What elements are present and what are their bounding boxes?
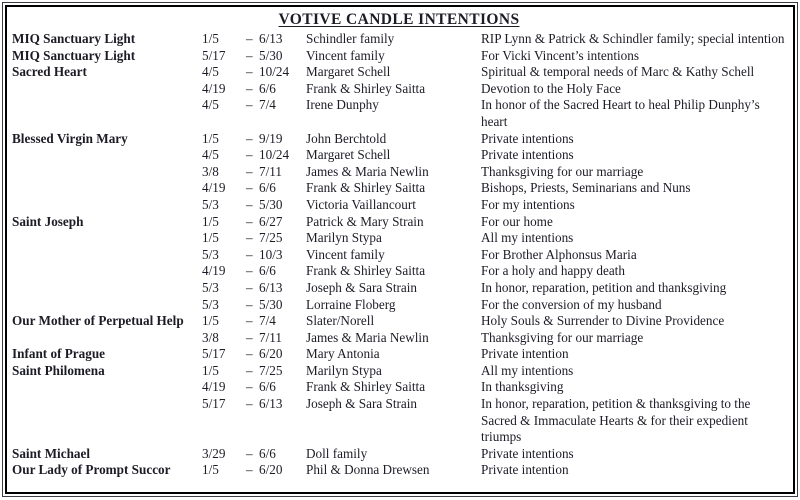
requestor-name: Frank & Shirley Saitta [306,80,426,96]
date-end: 6/6 [259,445,276,461]
requestor-name: Irene Dunphy [306,97,379,113]
date-range [202,313,306,330]
requestor-name: John Berchtold [306,130,387,146]
date-end: 7/25 [259,230,283,246]
date-end: 6/6 [259,379,276,395]
requestor-name: Margaret Schell [306,64,391,80]
date-dash: – [246,296,253,312]
requestor-name: Slater/Norell [306,313,375,329]
intentions-table [12,31,786,479]
intention-text: Private intentions [481,130,574,146]
intention-text: For our home [481,213,553,229]
date-range [202,330,306,347]
date-start: 3/8 [202,329,219,345]
date-end: 7/25 [259,362,283,378]
candle-name: MIQ Sanctuary Light [12,47,136,63]
date-start: 4/5 [202,147,219,163]
date-end: 6/13 [259,31,283,46]
date-end: 6/20 [259,346,283,362]
requestor-name: Frank & Shirley Saitta [306,180,426,196]
date-dash: – [246,346,253,362]
date-dash: – [246,213,253,229]
candle-name: Blessed Virgin Mary [12,130,128,146]
requestor-name: Joseph & Sara Strain [306,279,417,295]
date-range [202,297,306,314]
intention-text: Private intentions [481,147,574,163]
date-dash: – [246,246,253,262]
date-start: 5/3 [202,246,219,262]
date-dash: – [246,313,253,329]
date-range [202,164,306,181]
date-end: 7/11 [259,163,282,179]
date-end: 7/11 [259,329,282,345]
intention-text: Bishops, Priests, Seminarians and Nuns [481,180,691,196]
date-start: 3/29 [202,445,226,461]
date-dash: – [246,462,253,478]
requestor-name: Margaret Schell [306,147,391,163]
date-start: 5/17 [202,346,226,362]
date-start: 5/17 [202,396,226,412]
intention-text: In honor of the Sacred Heart to heal Philip Dunphy’s heart [481,97,760,129]
date-end: 6/20 [259,462,283,478]
date-start: 5/3 [202,296,219,312]
date-start: 1/5 [202,362,219,378]
table-row [12,446,786,463]
date-start: 3/8 [202,163,219,179]
table-row [12,263,786,280]
intention-text: Private intention [481,462,569,478]
date-range [202,263,306,280]
intention-text: For the conversion of my husband [481,296,662,312]
date-dash: – [246,279,253,295]
date-dash: – [246,230,253,246]
requestor-name: James & Maria Newlin [306,163,429,179]
date-end: 5/30 [259,296,283,312]
table-row [12,230,786,247]
date-start: 4/19 [202,379,226,395]
table-row [12,197,786,214]
date-end: 10/3 [259,246,283,262]
table-row [12,363,786,380]
date-end: 6/6 [259,80,276,96]
requestor-name: Frank & Shirley Saitta [306,263,426,279]
intention-text: In honor, reparation, petition and thanksgiving [481,279,727,295]
intention-text: Holy Souls & Surrender to Divine Providence [481,313,725,329]
table-row [12,48,786,65]
date-start: 1/5 [202,130,219,146]
date-dash: – [246,445,253,461]
date-end: 5/30 [259,196,283,212]
date-dash: – [246,379,253,395]
table-frame-border [5,5,795,494]
intention-text: In thanksgiving [481,379,564,395]
table-row [12,131,786,148]
table-row [12,379,786,396]
requestor-name: Joseph & Sara Strain [306,396,417,412]
intention-text: Spiritual & temporal needs of Marc & Kathy Schell [481,64,755,80]
table-row [12,247,786,264]
date-start: 5/3 [202,196,219,212]
date-end: 5/30 [259,47,283,63]
date-dash: – [246,196,253,212]
date-dash: – [246,80,253,96]
date-range [202,363,306,380]
table-row [12,180,786,197]
date-end: 6/27 [259,213,283,229]
table-row [12,462,786,479]
candle-name: Our Lady of Prompt Succor [12,462,171,478]
date-range [202,197,306,214]
date-dash: – [246,31,253,46]
page-title: VOTIVE CANDLE INTENTIONS [278,11,520,28]
requestor-name: Marilyn Stypa [306,230,382,246]
table-row [12,330,786,347]
requestor-name: Phil & Donna Drewsen [306,462,430,478]
candle-name: Our Mother of Perpetual Help [12,313,184,329]
date-range [202,379,306,396]
date-dash: – [246,64,253,80]
date-range [202,247,306,264]
candle-name: Saint Philomena [12,362,105,378]
requestor-name: Lorraine Floberg [306,296,396,312]
date-end: 9/19 [259,130,283,146]
intention-text: All my intentions [481,362,574,378]
intention-text: Thanksgiving for our marriage [481,163,644,179]
intention-text: In honor, reparation, petition & thanksgiving to the Sacred & Immaculate Hearts & for their expedient triumps [481,396,751,445]
requestor-name: Frank & Shirley Saitta [306,379,426,395]
date-dash: – [246,396,253,412]
date-start: 4/19 [202,180,226,196]
candle-name: MIQ Sanctuary Light [12,31,136,46]
intention-text: For Vicki Vincent’s intentions [481,47,640,63]
date-dash: – [246,163,253,179]
table-row [12,214,786,231]
date-dash: – [246,263,253,279]
date-start: 5/3 [202,279,219,295]
candle-name: Infant of Prague [12,346,106,362]
date-start: 5/17 [202,47,226,63]
date-end: 7/4 [259,97,276,113]
date-start: 4/19 [202,80,226,96]
requestor-name: Schindler family [306,31,395,46]
date-range [202,462,306,479]
candle-name: Saint Joseph [12,213,84,229]
date-range [202,230,306,247]
date-dash: – [246,180,253,196]
table-row [12,31,786,48]
requestor-name: Vincent family [306,47,385,63]
date-range [202,64,306,81]
table-row [12,280,786,297]
date-range [202,446,306,463]
date-range [202,48,306,65]
table-row [12,396,786,446]
date-start: 4/19 [202,263,226,279]
date-range [202,214,306,231]
table-row [12,346,786,363]
requestor-name: Marilyn Stypa [306,362,382,378]
date-start: 1/5 [202,31,219,46]
date-range [202,180,306,197]
table-row [12,164,786,181]
date-range [202,31,306,48]
requestor-name: Doll family [306,445,368,461]
date-start: 1/5 [202,230,219,246]
intention-text: For a holy and happy death [481,263,625,279]
date-end: 6/13 [259,279,283,295]
date-end: 6/6 [259,263,276,279]
date-range [202,81,306,98]
date-range [202,147,306,164]
date-range [202,396,306,413]
date-dash: – [246,329,253,345]
candle-name: Sacred Heart [12,64,87,80]
table-row [12,97,786,130]
requestor-name: James & Maria Newlin [306,329,429,345]
intention-text: RIP Lynn & Patrick & Schindler family; special intention [481,31,785,46]
date-start: 1/5 [202,462,219,478]
date-dash: – [246,362,253,378]
date-end: 6/13 [259,396,283,412]
intention-text: For my intentions [481,196,575,212]
date-start: 4/5 [202,97,219,113]
table-row [12,81,786,98]
table-row [12,297,786,314]
requestor-name: Victoria Vaillancourt [306,196,416,212]
date-end: 6/6 [259,180,276,196]
date-dash: – [246,130,253,146]
date-end: 7/4 [259,313,276,329]
date-range [202,346,306,363]
date-start: 4/5 [202,64,219,80]
requestor-name: Patrick & Mary Strain [306,213,424,229]
date-start: 1/5 [202,313,219,329]
intention-text: Devotion to the Holy Face [481,80,621,96]
date-range [202,280,306,297]
intention-text: Thanksgiving for our marriage [481,329,644,345]
table-row [12,147,786,164]
table-row [12,313,786,330]
date-end: 10/24 [259,64,290,80]
date-dash: – [246,147,253,163]
table-row [12,64,786,81]
intention-text: For Brother Alphonsus Maria [481,246,637,262]
date-range [202,131,306,148]
intention-text: All my intentions [481,230,574,246]
requestor-name: Vincent family [306,246,385,262]
date-dash: – [246,47,253,63]
date-dash: – [246,97,253,113]
date-range [202,97,306,114]
candle-name: Saint Michael [12,445,91,461]
date-start: 1/5 [202,213,219,229]
intention-text: Private intentions [481,445,574,461]
requestor-name: Mary Antonia [306,346,380,362]
intention-text: Private intention [481,346,569,362]
date-end: 10/24 [259,147,290,163]
